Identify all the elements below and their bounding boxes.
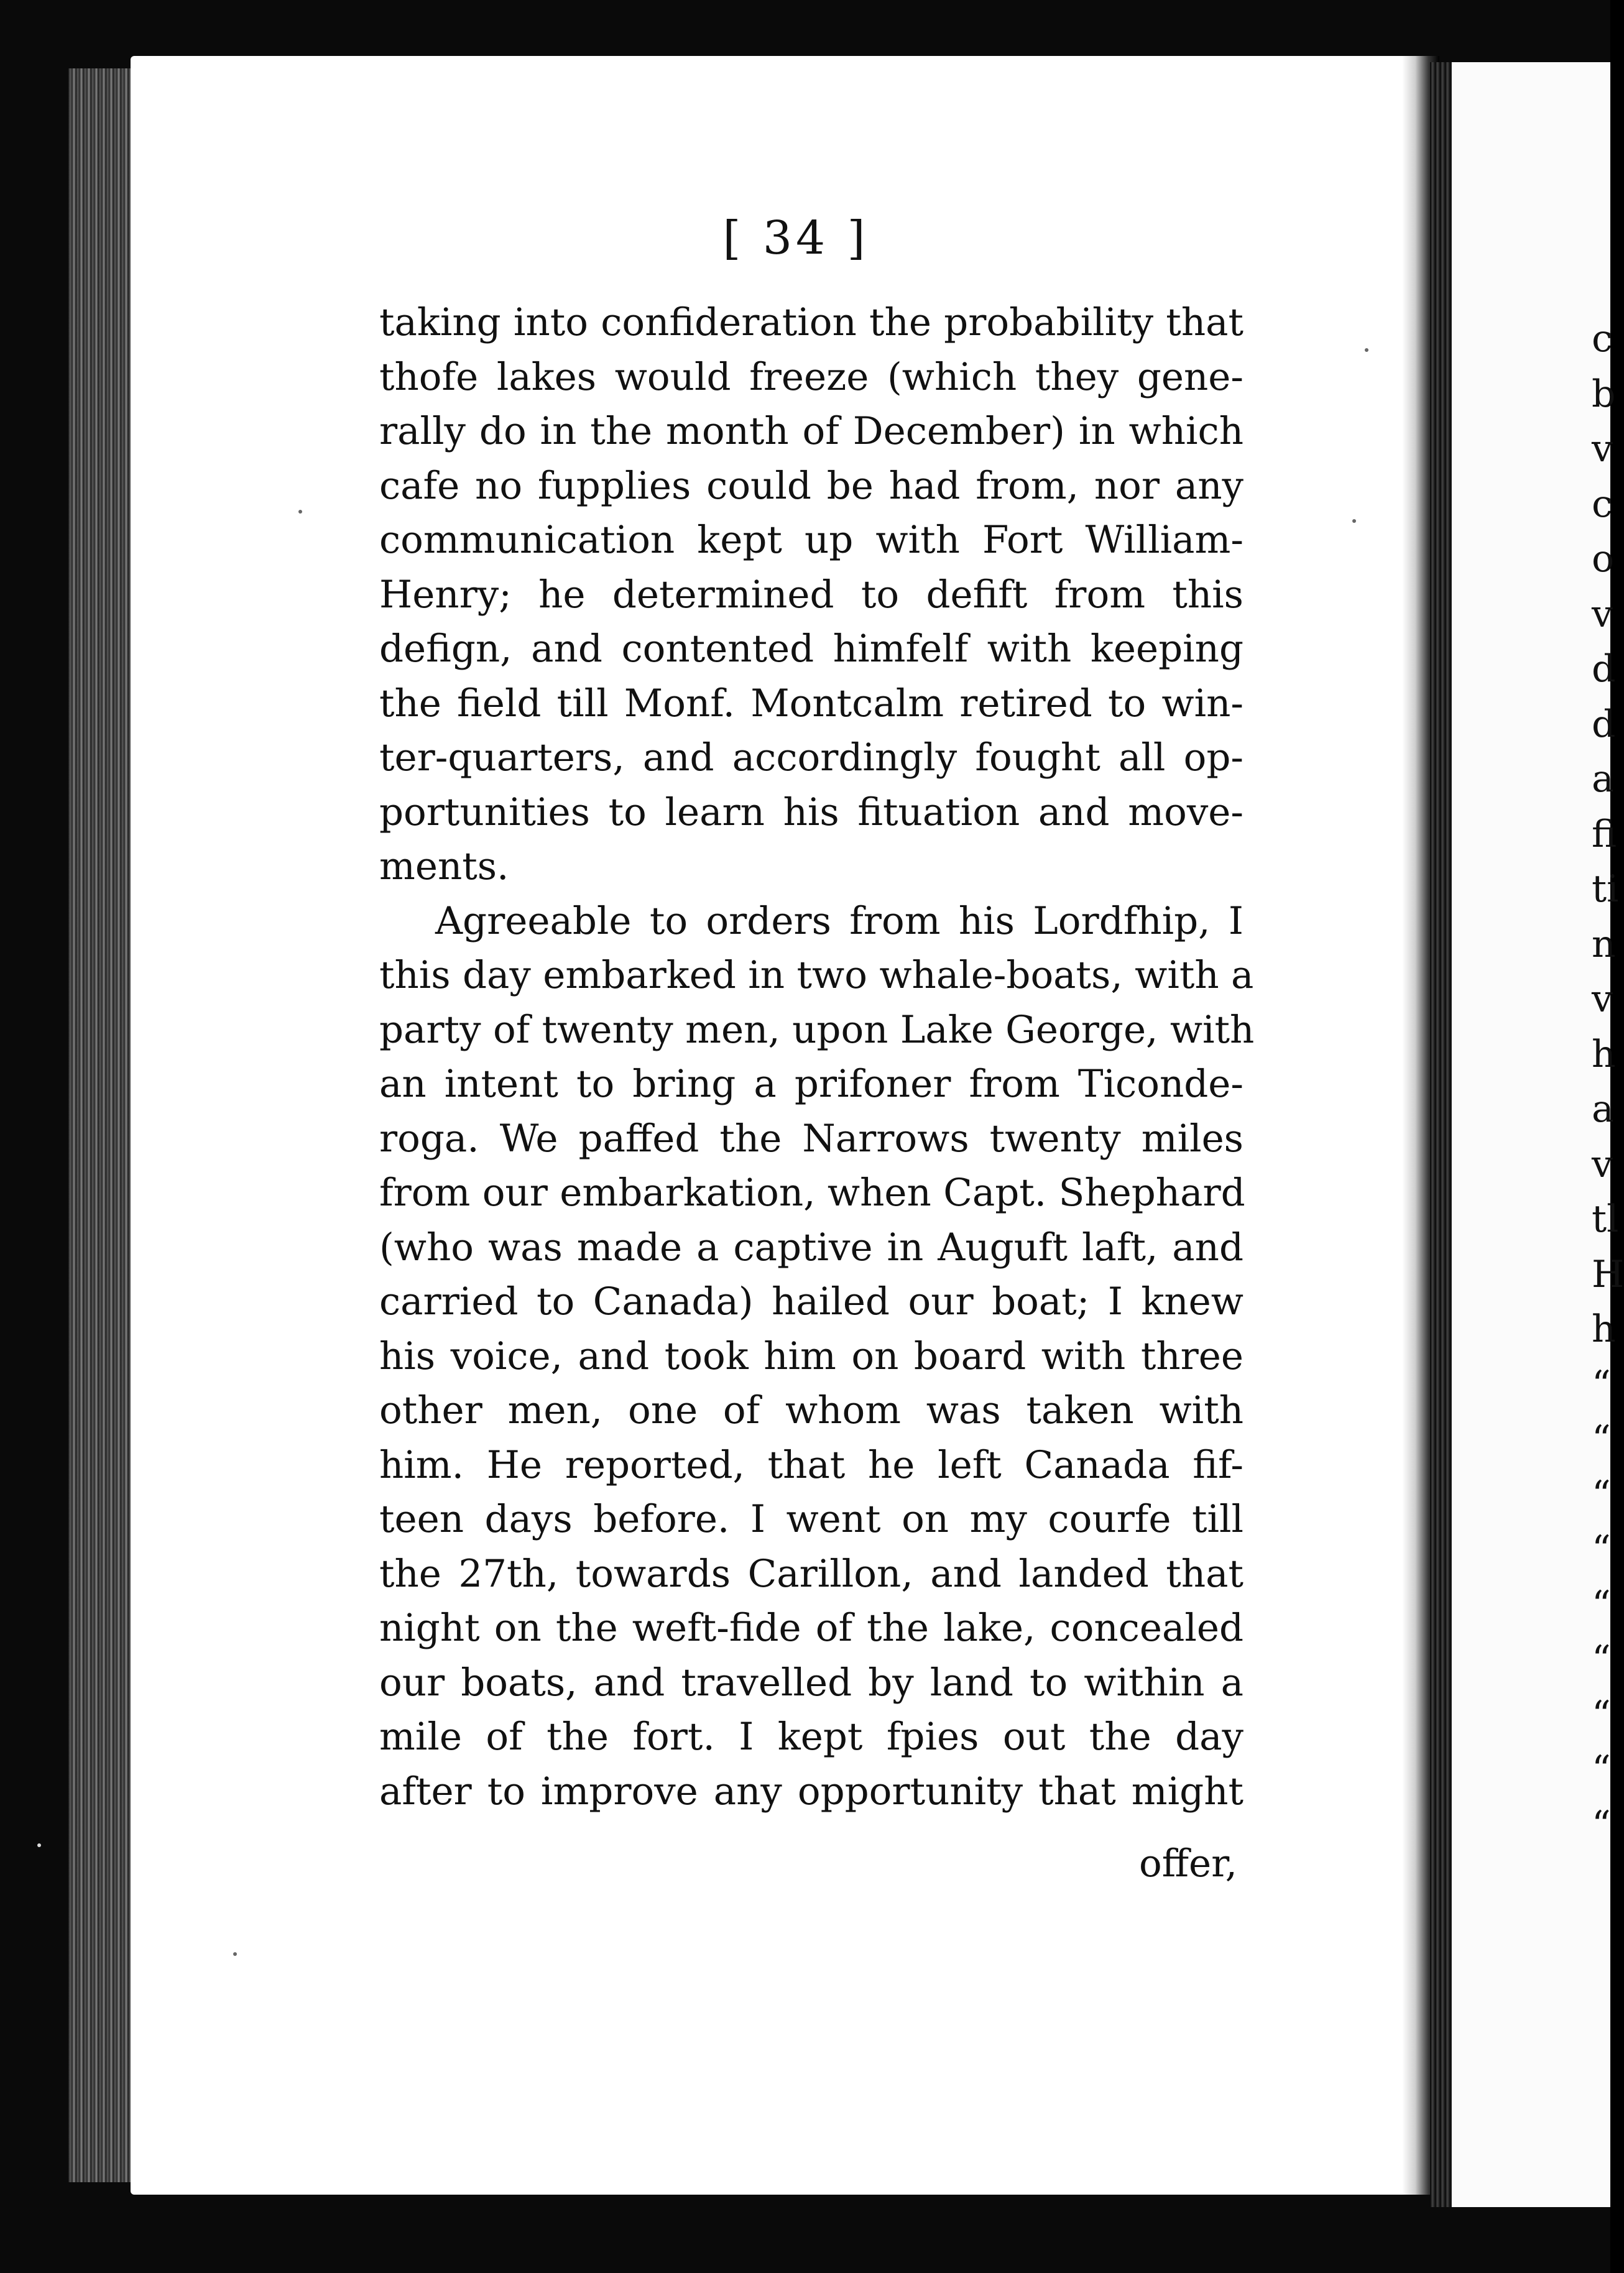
facing-page-fragment: d	[1592, 647, 1616, 691]
text-line: portunities to learn his fituation and move-	[379, 790, 1243, 834]
text-line: him. He reported, that he left Canada fif-	[379, 1442, 1243, 1487]
facing-page-fragment: fi	[1592, 812, 1617, 856]
text-line: the 27th, towards Carillon, and landed that	[379, 1551, 1243, 1596]
text-line: this day embarked in two whale-boats, with a	[379, 953, 1254, 997]
book-spine	[1430, 62, 1455, 2207]
facing-page-fragment: ti	[1592, 867, 1619, 911]
text-line: after to improve any opportunity that might	[379, 1769, 1243, 1814]
page-number-header: [ 34 ]	[722, 211, 869, 265]
text-line: carried to Canada) hailed our boat; I knew	[379, 1279, 1243, 1324]
facing-page-fragment: a	[1592, 757, 1614, 801]
body-text	[379, 295, 1255, 1819]
text-line: other men, one of whom was taken with	[379, 1388, 1243, 1432]
facing-page-fragment: d	[1592, 702, 1616, 746]
paper-speck	[1365, 348, 1368, 352]
facing-page-fragment: v	[1592, 1142, 1613, 1186]
facing-page-fragment: “	[1592, 1582, 1611, 1626]
binding-gutter	[68, 68, 134, 2182]
text-line: cafe no fupplies could be had from, nor any	[379, 463, 1243, 508]
facing-page-fragment: “	[1592, 1472, 1611, 1516]
facing-page-fragment: c	[1592, 317, 1613, 361]
paragraph-2	[379, 894, 1255, 1819]
text-line: mile of the fort. I kept fpies out the day	[379, 1715, 1243, 1759]
catchword: offer,	[1138, 1842, 1237, 1886]
facing-page-fragment: tl	[1592, 1197, 1619, 1241]
text-line: night on the weft-fide of the lake, concealed	[379, 1606, 1243, 1650]
text-line: Henry; he determined to defift from this	[379, 572, 1243, 617]
paper-speck	[298, 510, 302, 514]
facing-page-fragment: “	[1592, 1802, 1611, 1847]
text-line: taking into confideration the probability that	[379, 300, 1243, 344]
text-line: defign, and contented himfelf with keeping	[379, 627, 1243, 671]
facing-page-fragment: “	[1592, 1748, 1611, 1791]
text-line: party of twenty men, upon Lake George, with	[379, 1007, 1255, 1052]
text-line: (who was made a captive in Auguft laft, and	[379, 1225, 1243, 1270]
facing-page-fragment: v	[1592, 427, 1613, 471]
text-line: ter-quarters, and accordingly fought all op-	[379, 735, 1243, 780]
text-line: thofe lakes would freeze (which they gene-	[379, 354, 1243, 399]
facing-page-fragment: n	[1592, 922, 1616, 966]
text-line: our boats, and travelled by land to within a	[379, 1660, 1243, 1705]
facing-page-fragment: “	[1592, 1528, 1611, 1571]
paragraph-1	[379, 295, 1243, 894]
facing-page-fragment: h	[1592, 1307, 1616, 1351]
facing-page-fragment: v	[1592, 592, 1613, 636]
facing-page-fragment: “	[1592, 1638, 1611, 1681]
text-line: Agreeable to orders from his Lordfhip, I	[435, 898, 1243, 943]
facing-page-fragment: “	[1592, 1692, 1611, 1736]
facing-page	[1452, 62, 1610, 2207]
text-line: teen days before. I went on my courfe till	[379, 1497, 1243, 1541]
text-line: rally do in the month of December) in which	[379, 409, 1243, 453]
facing-page-fragment: o	[1592, 537, 1615, 581]
scan-speck	[37, 1843, 41, 1847]
text-line: communication kept up with Fort William-	[379, 518, 1243, 562]
paper-speck	[233, 1952, 237, 1956]
facing-page-fragment: H	[1592, 1252, 1624, 1296]
text-line: his voice, and took him on board with three	[379, 1334, 1243, 1378]
facing-page-fragment: b	[1592, 372, 1616, 416]
text-line: from our embarkation, when Capt. Shephard	[379, 1171, 1245, 1215]
text-line: ments.	[379, 844, 509, 888]
facing-page-fragment: “	[1592, 1362, 1611, 1406]
facing-page-fragment: a	[1592, 1087, 1614, 1131]
facing-page-fragment: h	[1592, 1032, 1616, 1076]
facing-page-fragment: “	[1592, 1418, 1611, 1461]
text-line: the field till Monf. Montcalm retired to win-	[379, 681, 1243, 726]
text-line: an intent to bring a prifoner from Ticonde-	[379, 1062, 1243, 1106]
paper-speck	[1352, 519, 1356, 523]
facing-page-fragment: c	[1592, 482, 1613, 526]
text-line: roga. We paffed the Narrows twenty miles	[379, 1116, 1243, 1161]
facing-page-fragment: v	[1592, 977, 1613, 1021]
